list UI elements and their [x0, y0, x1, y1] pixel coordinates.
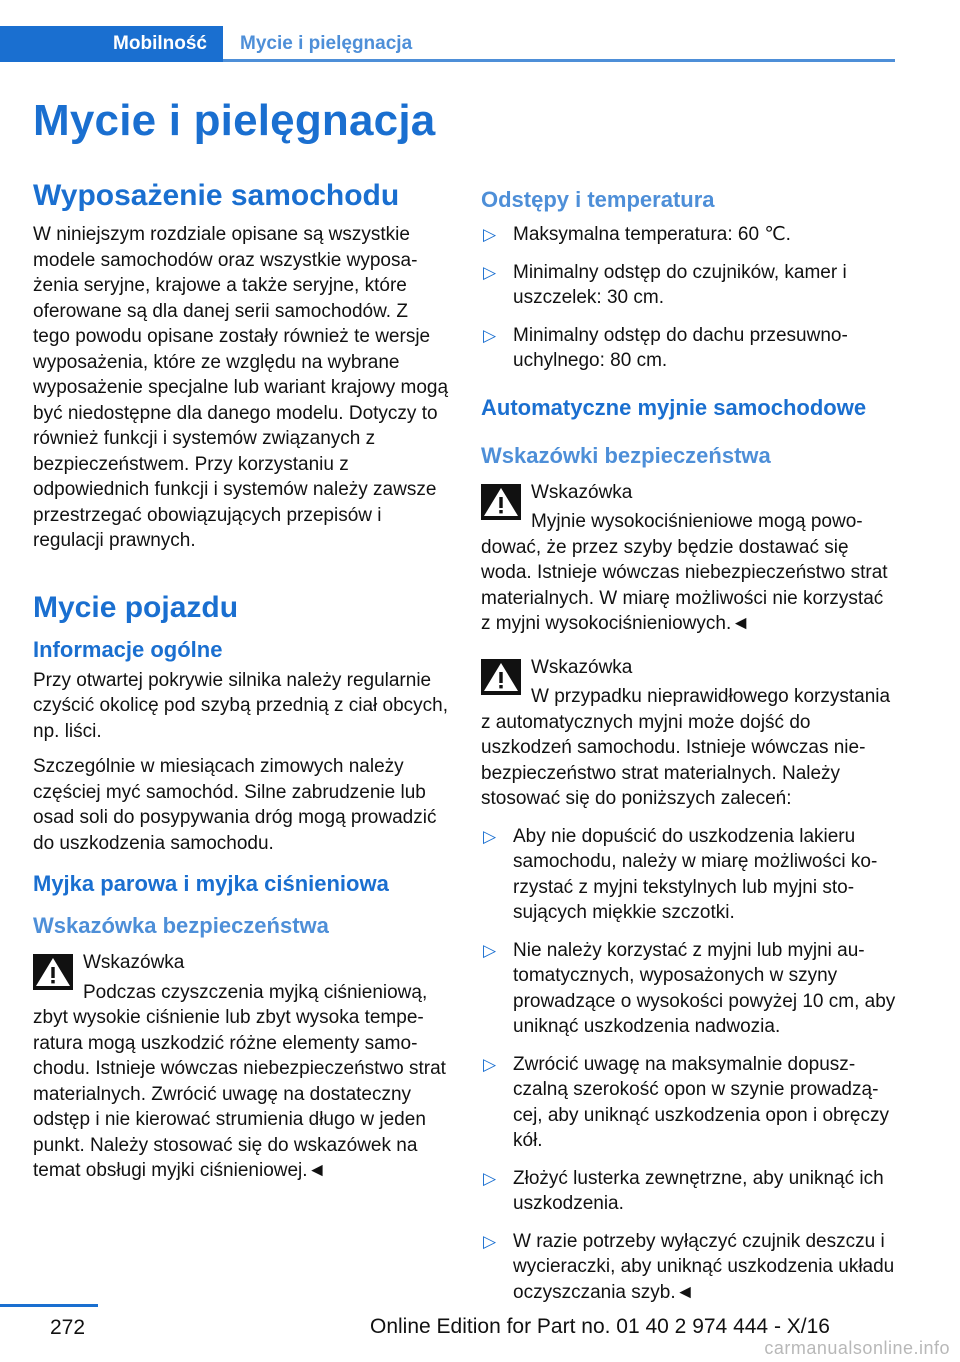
warning-text: Podczas czyszczenia myjką ciśnieniową, zbyt wysokie ciśnienie lub zbyt wysoka temperatura mogą uszkodzić różne elementy samochodu. Istnieje wówczas niebezpieczeństwo strat materialnych. Zwrócić uwagę na dostateczny odstęp i nie kierować strumienia długo w jeden punkt. Należy stosować się do wskazówek na temat obsługi myjki ciśnieniowej.◄	[33, 981, 446, 1181]
list-item: ▷ Nie należy korzystać z myjni lub myjni automatycznych, wyposażonych w szyny prowadzące o wysokości powyżej 10 cm, aby uniknąć uszkodzenia nadwozia.	[483, 939, 896, 1037]
safety-notes-title: Wskazówki bezpieczeństwa	[481, 442, 771, 468]
triangle-bullet-icon: ▷	[483, 225, 497, 244]
top-header	[0, 26, 895, 62]
section-text-equipment: W niniejszym rozdziale opisane są wszystkie modele samochodów oraz wszystkie wyposażenia seryjne, krajowe a także seryjne, które oferowane są dla danej serii samochodów. Z tego powodu opisane zostały również te wersje wyposażenia, które ze względu na wybrane wyposażenie specjalne lub wariant krajowy mogą być niedostępne dla danego modelu. Dotyczy to również funkcji i systemów związanych z bezpieczeństwem. Przy korzystaniu z odpowiednich funkcji i systemów należy zawsze przestrzegać obowiązujących przepisów i regulacji prawnych.	[33, 224, 449, 551]
subsection-title-distances: Odstępy i temperatura	[481, 187, 715, 212]
list-item: ▷ Minimalny odstęp do czujników, kamer i uszczelek: 30 cm.	[483, 261, 847, 308]
triangle-bullet-icon: ▷	[483, 1054, 497, 1074]
list-item: ▷ Zwrócić uwagę na maksymalnie dopuszczalną szerokość opon w szynie prowadzącej, aby uniknąć uszkodzenia opon i obręczy kół.	[483, 1053, 890, 1151]
list-item: ▷ W razie potrzeby wyłączyć czujnik deszczu i wycieraczki, aby uniknąć uszkodzenia układu oczyszczania szyb.◄	[483, 1230, 895, 1303]
warning-heading: Wskazówka	[531, 656, 633, 678]
car-wash-list	[481, 824, 897, 1306]
safety-note-title: Wskazówka bezpieczeństwa	[33, 913, 329, 938]
watermark: carmanualsonline.info	[764, 1338, 950, 1358]
warning-icon	[33, 954, 73, 990]
list-item: ▷ Aby nie dopuścić do uszkodzenia lakieru samochodu, należy w miarę możliwości korzystać z myjni tekstylnych lub myjni stosujących miękkie szczotki.	[483, 825, 878, 923]
section-title-equipment: Wyposażenie samochodu	[33, 179, 400, 212]
right-column	[481, 186, 897, 1317]
warning-icon	[481, 659, 521, 695]
warning-block-2	[481, 480, 897, 637]
general-paragraph-2: Szczególnie w miesiącach zimowych należy częściej myć samochód. Silne zabrudzenie lub osad soli do posypywania dróg mogą prowadzić do uszkodzenia samochodu.	[33, 756, 437, 854]
subsection-title-car-wash: Automatyczne myjnie samochodowe	[481, 394, 867, 420]
triangle-bullet-icon: ▷	[483, 262, 497, 282]
section-tab-mobilnosc: Mobilność	[0, 26, 223, 62]
warning-block-1	[33, 950, 449, 1184]
warning-icon	[481, 484, 521, 520]
list-item: ▷ Minimalny odstęp do dachu przesuwno-uchylnego: 80 cm.	[483, 324, 848, 371]
warning-heading: Wskazówka	[83, 952, 185, 973]
distances-list	[481, 222, 897, 374]
page-number: 272	[50, 1316, 86, 1339]
list-item: ▷ Maksymalna temperatura: 60 ℃.	[481, 222, 897, 248]
warning-heading: Wskazówka	[531, 481, 633, 503]
footer-rule	[0, 1304, 98, 1307]
general-paragraph-1: Przy otwartej pokrywie silnika należy regularnie czyścić okolicę pod szybą przednią z ciał obcych, np. liści.	[33, 669, 449, 742]
triangle-bullet-icon: ▷	[483, 1168, 497, 1188]
triangle-bullet-icon: ▷	[483, 325, 497, 345]
edition-text: Online Edition for Part no. 01 40 2 974 444 - X/16	[370, 1315, 830, 1338]
triangle-bullet-icon: ▷	[483, 826, 497, 846]
triangle-bullet-icon: ▷	[483, 940, 497, 960]
list-item: ▷ Złożyć lusterka zewnętrzne, aby uniknąć ich uszkodzenia.	[483, 1167, 884, 1214]
subsection-title-pressure-washer: Myjka parowa i myjka ciśnieniowa	[33, 871, 389, 896]
subsection-title-general: Informacje ogólne	[33, 636, 223, 662]
section-title-washing: Mycie pojazdu	[33, 590, 239, 624]
page-title: Mycie i pielęgnacja	[33, 96, 436, 145]
warning-text: Myjnie wysokociśnieniowe mogą powodować, że przez szyby będzie dostawać się woda. Istnieje wówczas niebezpieczeństwo strat materialnych. W miarę możliwości nie korzystać z myjni wysokociśnieniowych.◄	[481, 511, 888, 634]
section-tab-mycie: Mycie i pielęgnacja	[240, 33, 413, 54]
warning-block-3	[481, 655, 897, 812]
warning-text: W przypadku nieprawidłowego korzystania z automatycznych myjni może dojść do uszkodzeń samochodu. Istnieje wówczas niebezpieczeństwo strat materialnych. Należy stosować się do poniższych zaleceń:	[481, 686, 891, 809]
header-rule	[223, 59, 895, 62]
triangle-bullet-icon: ▷	[483, 1231, 497, 1251]
left-column	[33, 178, 449, 1196]
